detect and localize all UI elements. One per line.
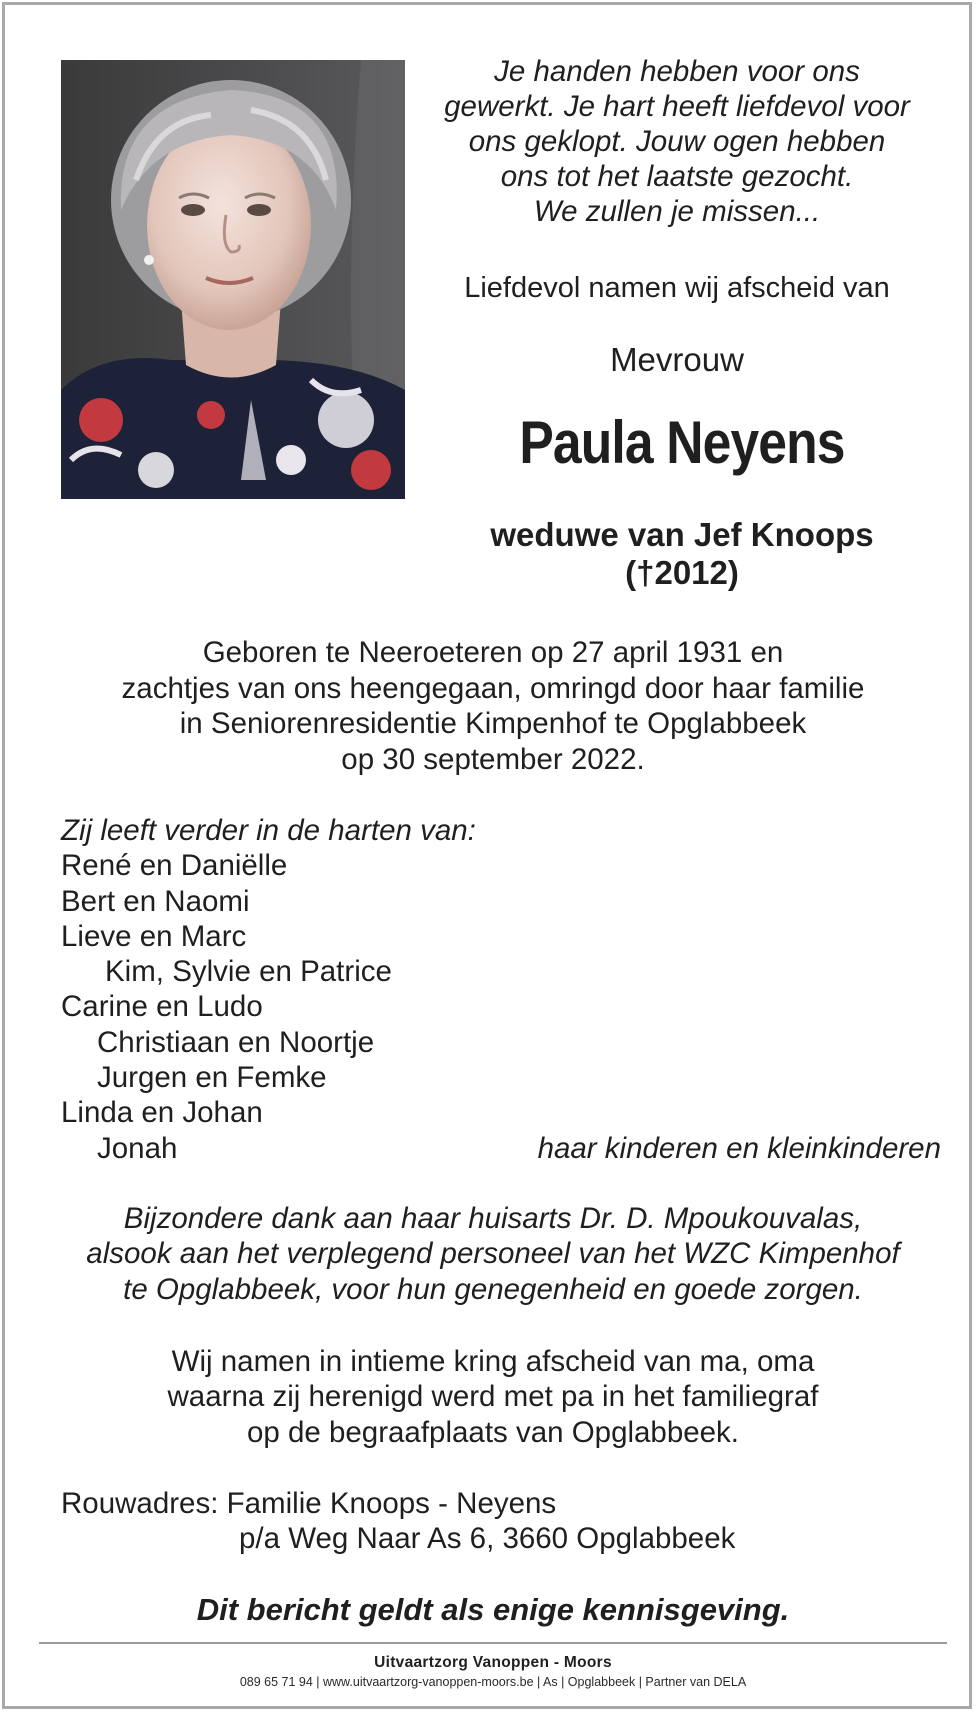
family-row: Kim, Sylvie en Patrice [105,955,392,989]
ceremony-text [45,1344,941,1450]
family-row: Lieve en Marc [61,919,247,953]
widow-of [417,516,947,592]
family-row: Jurgen en Femke [97,1061,327,1095]
details-line: in Seniorenresidentie Kimpenhof te Opglabbeek [179,707,807,740]
poem-line: Je handen hebben voor ons [494,55,860,88]
footer-divider [39,1642,947,1644]
deceased-name: Paula Neyens [519,409,845,476]
family-list [61,813,941,1166]
funeral-home-info: 089 65 71 94 | www.uitvaartzorg-vanoppen-moors.be | As | Opglabbeek | Partner van DELA [239,1675,747,1689]
address-line-1: Rouwadres: Familie Knoops - Neyens [61,1487,557,1520]
poem-line: We zullen je missen... [533,195,821,228]
ceremony-line: Wij namen in intieme kring afscheid van ma, oma [171,1345,815,1378]
poem-line: ons geklopt. Jouw ogen hebben [468,125,886,158]
widow-line: weduwe van Jef Knoops [490,516,874,553]
address-line-2: p/a Weg Naar As 6, 3660 Opglabbeek [239,1522,736,1556]
honorific: Mevrouw [610,341,744,378]
thanks-line: alsook aan het verplegend personeel van het WZC Kimpenhof [86,1237,900,1271]
poem [417,54,937,229]
family-row-last [61,1131,941,1166]
family-row: Carine en Ludo [61,990,263,1024]
family-row: Bert en Naomi [61,884,250,918]
thanks-line: Bijzondere dank aan haar huisarts Dr. D. Mpoukouvalas, [123,1202,863,1235]
family-intro: Zij leeft verder in de harten van: [61,814,476,847]
family-row: Linda en Johan [61,1096,263,1130]
thanks-line: te Opglabbeek, voor hun genegenheid en goede zorgen. [123,1272,863,1306]
family-relation: haar kinderen en kleinkinderen [537,1131,941,1165]
portrait-photo [61,60,405,499]
birth-death-details [45,635,941,777]
funeral-home-name: Uitvaartzorg Vanoppen - Moors [374,1654,612,1671]
obituary-card [2,2,972,1709]
notice-text: Dit bericht geldt als enige kennisgeving. [196,1592,790,1627]
family-row: Christiaan en Noortje [97,1025,375,1059]
family-row: René en Daniëlle [61,849,288,883]
widow-year: (†2012) [625,554,739,591]
mourning-address [61,1486,941,1557]
details-line: zachtjes van ons heengegaan, omringd door haar familie [121,671,865,705]
poem-line: ons tot het laatste gezocht. [500,160,854,193]
ceremony-line: waarna zij herenigd werd met pa in het familiegraf [167,1380,819,1414]
family-row-name: Jonah [97,1131,178,1165]
details-line: op 30 september 2022. [341,742,645,776]
thanks-text [45,1201,941,1307]
ceremony-line: op de begraafplaats van Opglabbeek. [246,1415,740,1449]
farewell-text: Liefdevol namen wij afscheid van [464,272,890,304]
details-line: Geboren te Neeroeteren op 27 april 1931 en [202,636,784,669]
poem-line: gewerkt. Je hart heeft liefdevol voor [444,90,910,123]
